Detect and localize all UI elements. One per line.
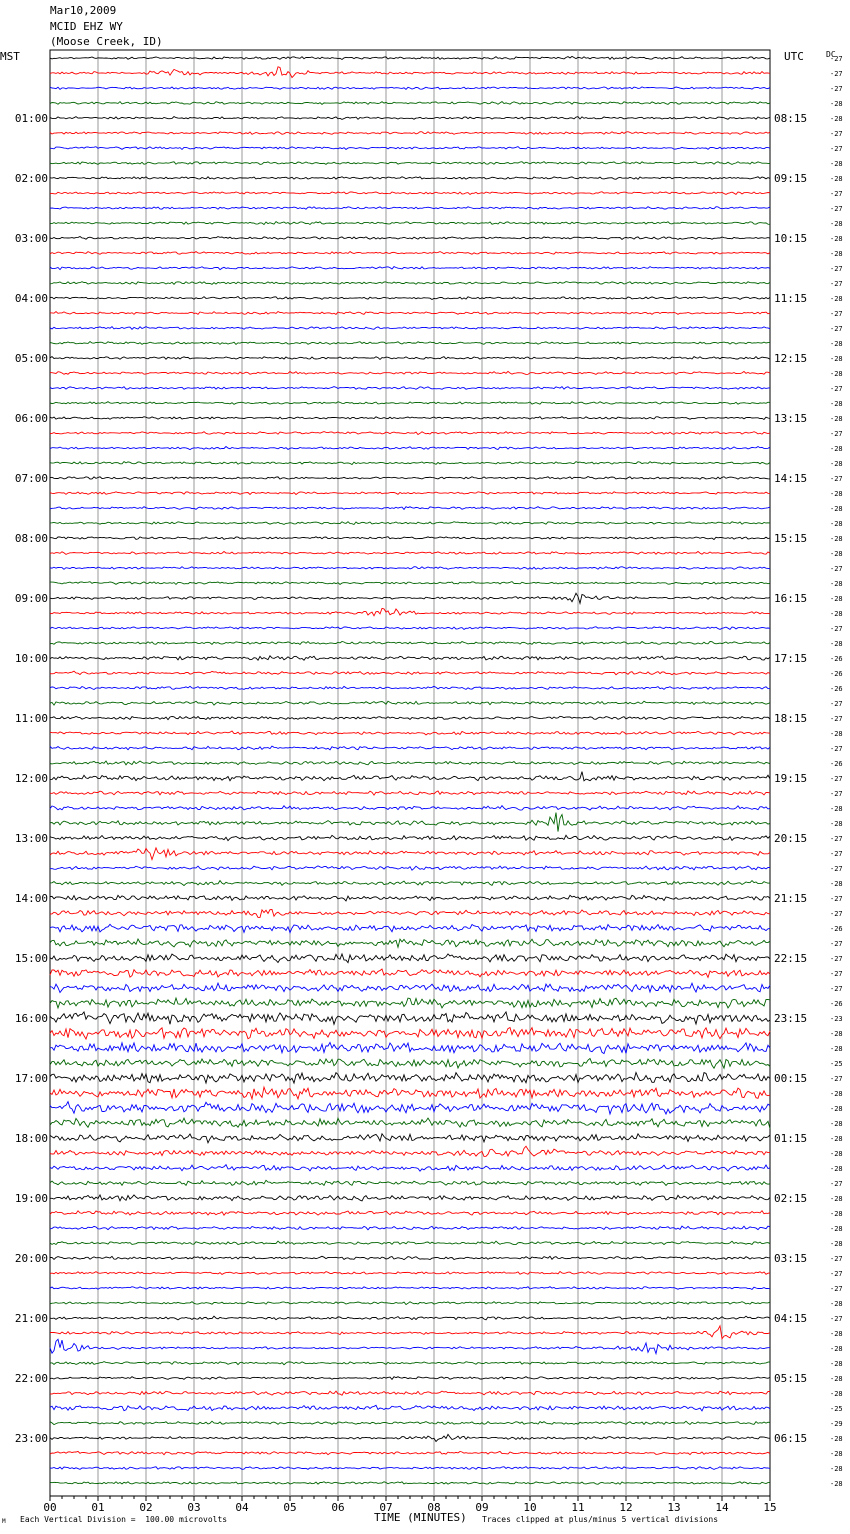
trace-row (50, 267, 770, 270)
dc-offset-label: -27 (830, 745, 843, 753)
right-hour-label: 01:15 (774, 1132, 808, 1145)
x-tick-label: 07 (379, 1501, 393, 1514)
left-hour-label: 10:00 (14, 652, 48, 665)
dc-offset-label: -28 (830, 595, 843, 603)
trace-row (50, 177, 770, 180)
x-tick-label: 08 (427, 1501, 441, 1514)
dc-offset-header: DC (826, 50, 836, 59)
dc-offset-label: -28 (830, 535, 843, 543)
x-tick-label: 13 (667, 1501, 681, 1514)
right-hour-label: 06:15 (774, 1432, 808, 1445)
dc-offset-label: -27 (830, 55, 843, 63)
x-tick-label: 01 (91, 1501, 105, 1514)
right-hour-label: 14:15 (774, 472, 808, 485)
trace-row (50, 207, 770, 210)
trace-row (50, 567, 770, 570)
dc-offset-label: -26 (830, 670, 843, 678)
scale-note: Each Vertical Division = 100.00 microvolts (20, 1515, 228, 1524)
right-hour-label: 05:15 (774, 1372, 808, 1385)
dc-offset-label: -28 (830, 730, 843, 738)
trace-row (50, 1087, 770, 1099)
trace-row (50, 761, 770, 765)
right-hour-label: 13:15 (774, 412, 808, 425)
dc-offset-label: -28 (830, 1375, 843, 1383)
dc-offset-label: -27 (830, 85, 843, 93)
right-hour-label: 23:15 (774, 1012, 808, 1025)
left-timezone-label: MST (0, 50, 20, 63)
right-hour-label: 17:15 (774, 652, 808, 665)
x-tick-label: 05 (283, 1501, 297, 1514)
dc-offset-label: -27 (830, 70, 843, 78)
dc-offset-label: -27 (830, 910, 843, 918)
dc-offset-label: -28 (830, 610, 843, 618)
dc-offset-label: -28 (830, 580, 843, 588)
dc-offset-label: -28 (830, 1435, 843, 1443)
trace-row (50, 447, 770, 450)
trace-row (50, 387, 770, 390)
trace-row (50, 1134, 770, 1143)
dc-offset-label: -26 (830, 685, 843, 693)
trace-row (50, 1211, 770, 1216)
dc-offset-label: -28 (830, 415, 843, 423)
dc-offset-label: -28 (830, 1450, 843, 1458)
trace-row (50, 582, 770, 585)
dc-offset-label: -27 (830, 280, 843, 288)
right-hour-label: 10:15 (774, 232, 808, 245)
dc-offset-label: -28 (830, 1165, 843, 1173)
dc-offset-label: -28 (830, 1345, 843, 1353)
dc-offset-label: -29 (830, 1420, 843, 1428)
dc-offset-label: -28 (830, 235, 843, 243)
dc-offset-label: -28 (830, 1210, 843, 1218)
trace-row (50, 1421, 770, 1424)
trace-row (50, 1256, 770, 1259)
dc-offset-label: -27 (830, 955, 843, 963)
trace-row (50, 147, 770, 150)
trace-row (50, 477, 770, 480)
trace-row (50, 716, 770, 719)
dc-offset-label: -28 (830, 250, 843, 258)
x-tick-label: 15 (763, 1501, 777, 1514)
dc-offset-label: -27 (830, 835, 843, 843)
right-hour-label: 16:15 (774, 592, 808, 605)
trace-row (50, 731, 770, 735)
trace-row (50, 1241, 770, 1245)
right-hour-label: 04:15 (774, 1312, 808, 1325)
trace-row (50, 593, 770, 603)
left-hour-label: 02:00 (14, 172, 48, 185)
trace-row (50, 297, 770, 300)
trace-row (50, 895, 770, 901)
left-hour-label: 15:00 (14, 952, 48, 965)
dc-offset-label: -27 (830, 790, 843, 798)
left-hour-label: 21:00 (14, 1312, 48, 1325)
trace-row (50, 552, 770, 555)
left-hour-label: 05:00 (14, 352, 48, 365)
trace-row (50, 806, 770, 811)
dc-offset-label: -27 (830, 1255, 843, 1263)
left-hour-label: 12:00 (14, 772, 48, 785)
dc-offset-label: -26 (830, 925, 843, 933)
dc-offset-label: -25 (830, 1060, 843, 1068)
trace-row (50, 1146, 770, 1156)
trace-row (50, 327, 770, 330)
trace-row (50, 417, 770, 420)
right-hour-label: 03:15 (774, 1252, 808, 1265)
dc-offset-label: -27 (830, 565, 843, 573)
left-hour-label: 19:00 (14, 1192, 48, 1205)
trace-row (50, 522, 770, 525)
clip-note: Traces clipped at plus/minus 5 vertical divisions (482, 1515, 719, 1524)
trace-row (50, 537, 770, 540)
trace-row (50, 1339, 770, 1353)
dc-offset-label: -27 (830, 700, 843, 708)
left-hour-label: 03:00 (14, 232, 48, 245)
right-hour-label: 18:15 (774, 712, 808, 725)
trace-row (50, 627, 770, 630)
trace-row (50, 132, 770, 135)
trace-row (50, 791, 770, 795)
dc-offset-label: -28 (830, 160, 843, 168)
dc-offset-label: -27 (830, 940, 843, 948)
trace-row (50, 492, 770, 495)
trace-row (50, 371, 770, 374)
trace-row (50, 117, 770, 120)
right-hour-label: 21:15 (774, 892, 808, 905)
trace-row (50, 1165, 770, 1172)
right-hour-label: 11:15 (774, 292, 808, 305)
dc-offset-label: -28 (830, 550, 843, 558)
dc-offset-label: -26 (830, 655, 843, 663)
trace-row (50, 813, 770, 832)
dc-offset-label: -28 (830, 1105, 843, 1113)
left-hour-label: 18:00 (14, 1132, 48, 1145)
dc-offset-label: -28 (830, 460, 843, 468)
trace-row (50, 67, 770, 78)
trace-row (50, 1451, 770, 1454)
dc-offset-label: -28 (830, 820, 843, 828)
dc-offset-label: -27 (830, 430, 843, 438)
trace-row (50, 1316, 770, 1320)
trace-row (50, 162, 770, 165)
trace-row (50, 671, 770, 675)
trace-row (50, 252, 770, 255)
trace-row (50, 1042, 770, 1053)
dc-offset-label: -28 (830, 1480, 843, 1488)
dc-offset-label: -27 (830, 325, 843, 333)
trace-row (50, 701, 770, 705)
left-hour-label: 09:00 (14, 592, 48, 605)
dc-offset-label: -27 (830, 1285, 843, 1293)
dc-offset-label: -28 (830, 1225, 843, 1233)
left-hour-label: 07:00 (14, 472, 48, 485)
dc-offset-label: -25 (830, 1405, 843, 1413)
left-hour-label: 17:00 (14, 1072, 48, 1085)
trace-row (50, 237, 770, 240)
dc-offset-label: -28 (830, 1195, 843, 1203)
x-tick-label: 09 (475, 1501, 489, 1514)
corner-mark: M (2, 1518, 6, 1525)
trace-row (50, 939, 770, 947)
dc-offset-label: -28 (830, 1045, 843, 1053)
x-axis-title: TIME (MINUTES) (374, 1511, 467, 1524)
trace-row (50, 881, 770, 886)
trace-row (50, 1326, 770, 1339)
trace-row (50, 924, 770, 932)
x-tick-label: 11 (571, 1501, 585, 1514)
trace-row (50, 1073, 770, 1084)
trace-row (50, 1391, 770, 1395)
dc-offset-label: -27 (830, 145, 843, 153)
right-hour-label: 02:15 (774, 1192, 808, 1205)
trace-row (50, 1302, 770, 1305)
left-hour-label: 16:00 (14, 1012, 48, 1025)
right-hour-label: 15:15 (774, 532, 808, 545)
trace-row (50, 462, 770, 465)
dc-offset-label: -27 (830, 715, 843, 723)
dc-offset-label: -28 (830, 340, 843, 348)
x-tick-label: 06 (331, 1501, 345, 1514)
left-hour-label: 11:00 (14, 712, 48, 725)
trace-row (50, 656, 770, 660)
trace-row (50, 1180, 770, 1185)
dc-offset-label: -27 (830, 775, 843, 783)
trace-row (50, 910, 770, 918)
trace-row (50, 969, 770, 977)
x-tick-label: 04 (235, 1501, 249, 1514)
dc-offset-label: -28 (830, 1120, 843, 1128)
dc-offset-label: -28 (830, 640, 843, 648)
right-hour-label: 00:15 (774, 1072, 808, 1085)
dc-offset-label: -28 (830, 805, 843, 813)
dc-offset-label: -28 (830, 115, 843, 123)
dc-offset-label: -27 (830, 205, 843, 213)
dc-offset-label: -28 (830, 490, 843, 498)
dc-offset-label: -28 (830, 1135, 843, 1143)
x-tick-label: 00 (43, 1501, 57, 1514)
trace-row (50, 222, 770, 225)
station-location: (Moose Creek, ID) (50, 35, 163, 48)
trace-row (50, 848, 770, 860)
x-tick-label: 14 (715, 1501, 729, 1514)
dc-offset-label: -27 (830, 265, 843, 273)
left-hour-label: 04:00 (14, 292, 48, 305)
dc-offset-label: -27 (830, 895, 843, 903)
left-hour-label: 23:00 (14, 1432, 48, 1445)
trace-row (50, 1195, 770, 1201)
dc-offset-label: -28 (830, 1150, 843, 1158)
dc-offset-label: -28 (830, 400, 843, 408)
trace-row (50, 998, 770, 1008)
trace-row (50, 342, 770, 345)
trace-row (50, 1405, 770, 1411)
dc-offset-label: -27 (830, 850, 843, 858)
trace-row (50, 772, 770, 781)
trace-row (50, 1377, 770, 1380)
dc-offset-label: -26 (830, 1000, 843, 1008)
left-hour-label: 08:00 (14, 532, 48, 545)
x-tick-label: 02 (139, 1501, 153, 1514)
trace-row (50, 1362, 770, 1365)
plot-frame (50, 50, 770, 1496)
trace-row (50, 954, 770, 963)
dc-offset-label: -27 (830, 385, 843, 393)
trace-row (50, 746, 770, 750)
dc-offset-label: -28 (830, 445, 843, 453)
dc-offset-label: -28 (830, 880, 843, 888)
trace-row (50, 507, 770, 510)
x-tick-label: 12 (619, 1501, 633, 1514)
dc-offset-label: -28 (830, 505, 843, 513)
trace-row (50, 192, 770, 195)
x-tick-label: 03 (187, 1501, 201, 1514)
right-hour-label: 22:15 (774, 952, 808, 965)
trace-row (50, 282, 770, 285)
dc-offset-label: -28 (830, 1390, 843, 1398)
trace-row (50, 1012, 770, 1024)
trace-row (50, 983, 770, 992)
dc-offset-label: -28 (830, 295, 843, 303)
x-tick-label: 10 (523, 1501, 537, 1514)
dc-offset-label: -26 (830, 760, 843, 768)
trace-row (50, 402, 770, 405)
trace-row (50, 1434, 770, 1441)
dc-offset-label: -27 (830, 985, 843, 993)
dc-offset-label: -28 (830, 1465, 843, 1473)
dc-offset-label: -27 (830, 865, 843, 873)
left-hour-label: 06:00 (14, 412, 48, 425)
dc-offset-label: -27 (830, 625, 843, 633)
trace-row (50, 642, 770, 645)
dc-offset-label: -28 (830, 175, 843, 183)
left-hour-label: 13:00 (14, 832, 48, 845)
trace-row (50, 87, 770, 90)
trace-row (50, 686, 770, 689)
trace-row (50, 1482, 770, 1485)
dc-offset-label: -28 (830, 100, 843, 108)
right-hour-label: 12:15 (774, 352, 808, 365)
right-hour-label: 20:15 (774, 832, 808, 845)
dc-offset-label: -27 (830, 1315, 843, 1323)
left-hour-label: 01:00 (14, 112, 48, 125)
trace-row (50, 1028, 770, 1040)
station-code: MCID EHZ WY (50, 20, 123, 33)
trace-row (50, 835, 770, 840)
dc-offset-label: -27 (830, 190, 843, 198)
right-hour-label: 09:15 (774, 172, 808, 185)
dc-offset-label: -28 (830, 1330, 843, 1338)
dc-offset-label: -28 (830, 220, 843, 228)
dc-offset-label: -28 (830, 370, 843, 378)
trace-row (50, 866, 770, 870)
trace-row (50, 1287, 770, 1290)
plot-date: Mar10,2009 (50, 4, 117, 17)
dc-offset-label: -27 (830, 970, 843, 978)
trace-row (50, 608, 770, 615)
right-hour-label: 19:15 (774, 772, 808, 785)
trace-row (50, 312, 770, 315)
dc-offset-label: -28 (830, 355, 843, 363)
trace-row (50, 432, 770, 435)
dc-offset-label: -27 (830, 310, 843, 318)
dc-offset-label: -27 (830, 475, 843, 483)
dc-offset-label: -28 (830, 1240, 843, 1248)
trace-row (50, 1272, 770, 1275)
dc-offset-label: -27 (830, 1180, 843, 1188)
dc-offset-label: -23 (830, 1015, 843, 1023)
trace-row (50, 357, 770, 360)
trace-row (50, 1059, 770, 1069)
dc-offset-label: -27 (830, 130, 843, 138)
left-hour-label: 22:00 (14, 1372, 48, 1385)
trace-row (50, 1226, 770, 1230)
dc-offset-label: -28 (830, 520, 843, 528)
dc-offset-label: -28 (830, 1360, 843, 1368)
dc-offset-label: -27 (830, 1270, 843, 1278)
trace-row (50, 1118, 770, 1129)
trace-row (50, 102, 770, 105)
dc-offset-label: -28 (830, 1300, 843, 1308)
right-timezone-label: UTC (784, 50, 804, 63)
trace-row (50, 56, 770, 59)
trace-row (50, 1102, 770, 1114)
dc-offset-label: -28 (830, 1030, 843, 1038)
right-hour-label: 08:15 (774, 112, 808, 125)
dc-offset-label: -28 (830, 1090, 843, 1098)
left-hour-label: 20:00 (14, 1252, 48, 1265)
dc-offset-label: -27 (830, 1075, 843, 1083)
trace-row (50, 1467, 770, 1470)
left-hour-label: 14:00 (14, 892, 48, 905)
